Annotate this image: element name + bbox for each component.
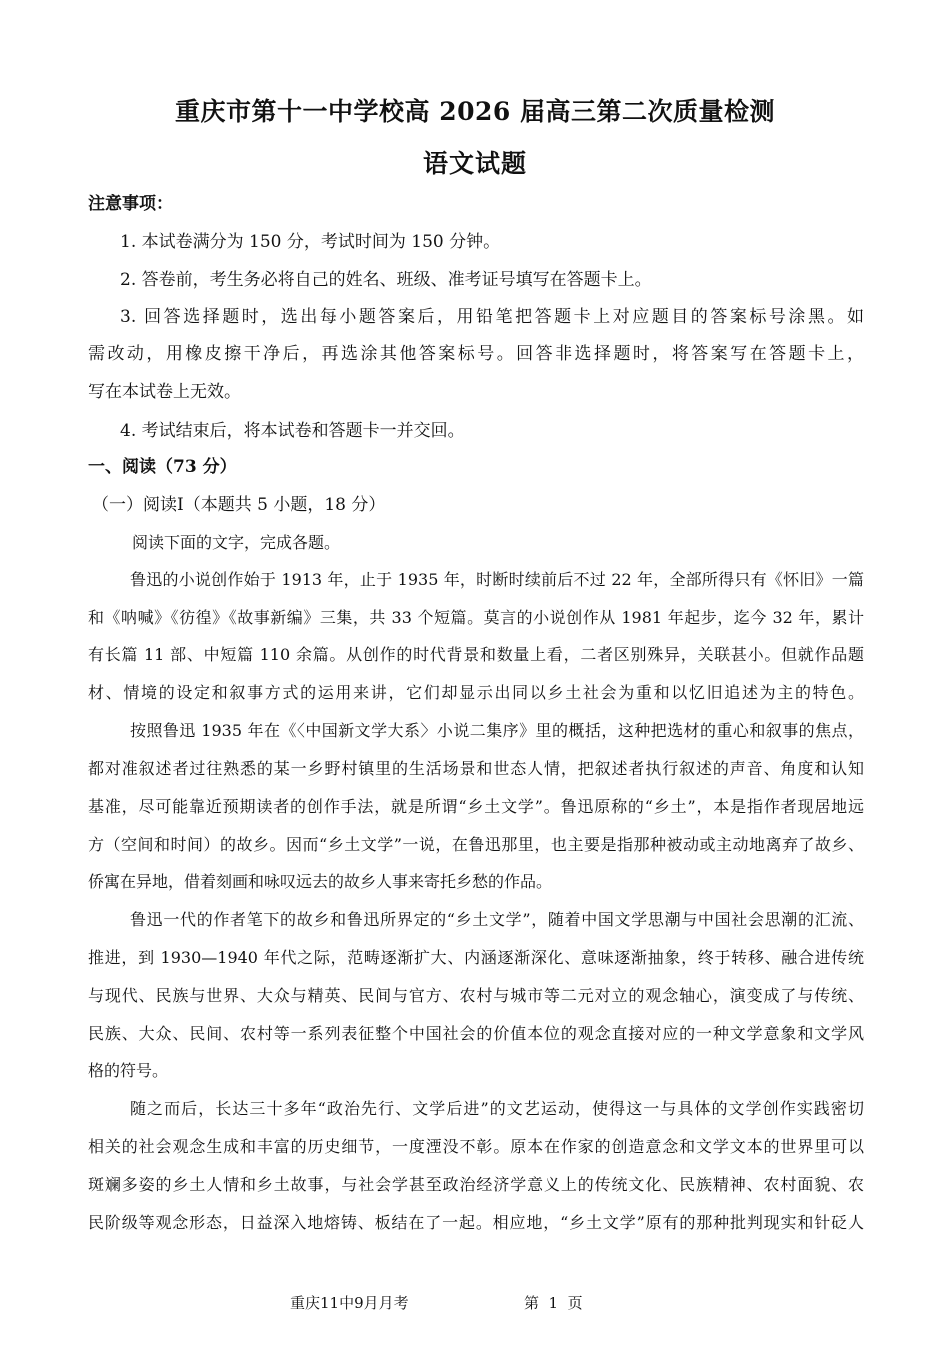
passage-line: 相关的社会观念生成和丰富的历史细节，一度湮没不彰。原本在作家的创造意念和文学文本的世界里可以 xyxy=(88,1137,864,1156)
passage-line: 侨寓在异地，借着刻画和咏叹远去的故乡人事来寄托乡愁的作品。 xyxy=(88,872,553,891)
passage-line: 有长篇 11 部、中短篇 110 余篇。从创作的时代背景和数量上看，二者区别殊异，关联甚小。但就作品题 xyxy=(88,645,864,664)
notice-line-5: 写在本试卷上无效。 xyxy=(88,382,241,402)
reading-instruction: 阅读下面的文字，完成各题。 xyxy=(132,533,341,552)
passage-line: 推进，到 1930—1940 年代之际，范畴逐渐扩大、内涵逐渐深化、意味逐渐抽象，终于转移、融合进传统 xyxy=(88,948,864,967)
passage-line: 都对准叙述者过往熟悉的某一乡野村镇里的生活场景和世态人情，把叙述者执行叙述的声音、角度和认知 xyxy=(88,759,864,778)
notice-line-2: 2. 答卷前，考生务必将自己的姓名、班级、准考证号填写在答题卡上。 xyxy=(120,270,652,290)
passage-line: 鲁迅一代的作者笔下的故乡和鲁迅所界定的“乡土文学”，随着中国文学思潮与中国社会思潮的汇流、 xyxy=(130,910,864,929)
passage-line: 基准，尽可能靠近预期读者的创作手法，就是所谓“乡土文学”。鲁迅原称的“乡土”，本是指作者现居地远 xyxy=(88,797,864,816)
passage-line: 民族、大众、民间、农村等一系列表征整个中国社会的价值本位的观念直接对应的一种文学意象和文学风 xyxy=(88,1024,864,1043)
notice-heading: 注意事项： xyxy=(88,194,173,214)
notice-line-4: 需改动，用橡皮擦干净后，再选涂其他答案标号。回答非选择题时，将答案写在答题卡上， xyxy=(88,344,864,364)
passage-line: 按照鲁迅 1935 年在《〈中国新文学大系〉小说二集序》里的概括，这种把选材的重心和叙事的焦点， xyxy=(130,721,864,740)
passage-line: 材、情境的设定和叙事方式的运用来讲，它们却显示出同以乡土社会为重和以忆旧追述为主的特色。 xyxy=(88,683,864,702)
notice-line-6: 4. 考试结束后，将本试卷和答题卡一并交回。 xyxy=(120,421,465,441)
exam-subtitle: 语文试题 xyxy=(422,149,527,178)
passage-line: 和《呐喊》《彷徨》《故事新编》三集，共 33 个短篇。莫言的小说创作从 1981 年起步，迄今 32 年，累计 xyxy=(88,608,864,627)
notice-line-1: 1. 本试卷满分为 150 分，考试时间为 150 分钟。 xyxy=(120,232,501,252)
passage-line: 方（空间和时间）的故乡。因而“乡土文学”一说，在鲁迅那里，也主要是指那种被动或主动地离弃了故乡、 xyxy=(88,835,864,854)
passage-line: 鲁迅的小说创作始于 1913 年，止于 1935 年，时断时续前后不过 22 年，全部所得只有《怀旧》一篇 xyxy=(130,570,864,589)
passage-line: 与现代、民族与世界、大众与精英、民间与官方、农村与城市等二元对立的观念轴心，演变成了与传统、 xyxy=(88,986,864,1005)
footer-exam-name: 重庆11中9月月考 xyxy=(290,1294,409,1312)
section-subheading: （一）阅读Ⅰ（本题共 5 小题，18 分） xyxy=(92,495,386,515)
notice-line-3: 3. 回答选择题时，选出每小题答案后，用铅笔把答题卡上对应题目的答案标号涂黑。如 xyxy=(120,307,864,327)
passage-line: 民阶级等观念形态，日益深入地熔铸、板结在了一起。相应地，“乡土文学”原有的那种批判现实和针砭人 xyxy=(88,1213,864,1232)
page-footer xyxy=(0,1292,950,1314)
section-heading: 一、阅读（73 分） xyxy=(88,457,237,477)
passage-line: 斑斓多姿的乡土人情和乡土故事，与社会学甚至政治经济学意义上的传统文化、民族精神、农村面貌、农 xyxy=(88,1175,864,1194)
passage-line: 格的符号。 xyxy=(88,1061,169,1080)
passage-line: 随之而后，长达三十多年“政治先行、文学后进”的文艺运动，使得这一与具体的文学创作实践密切 xyxy=(130,1099,864,1118)
exam-title: 重庆市第十一中学校高 2026 届高三第二次质量检测 xyxy=(175,97,775,126)
footer-page-number: 第 1 页 xyxy=(524,1294,583,1312)
